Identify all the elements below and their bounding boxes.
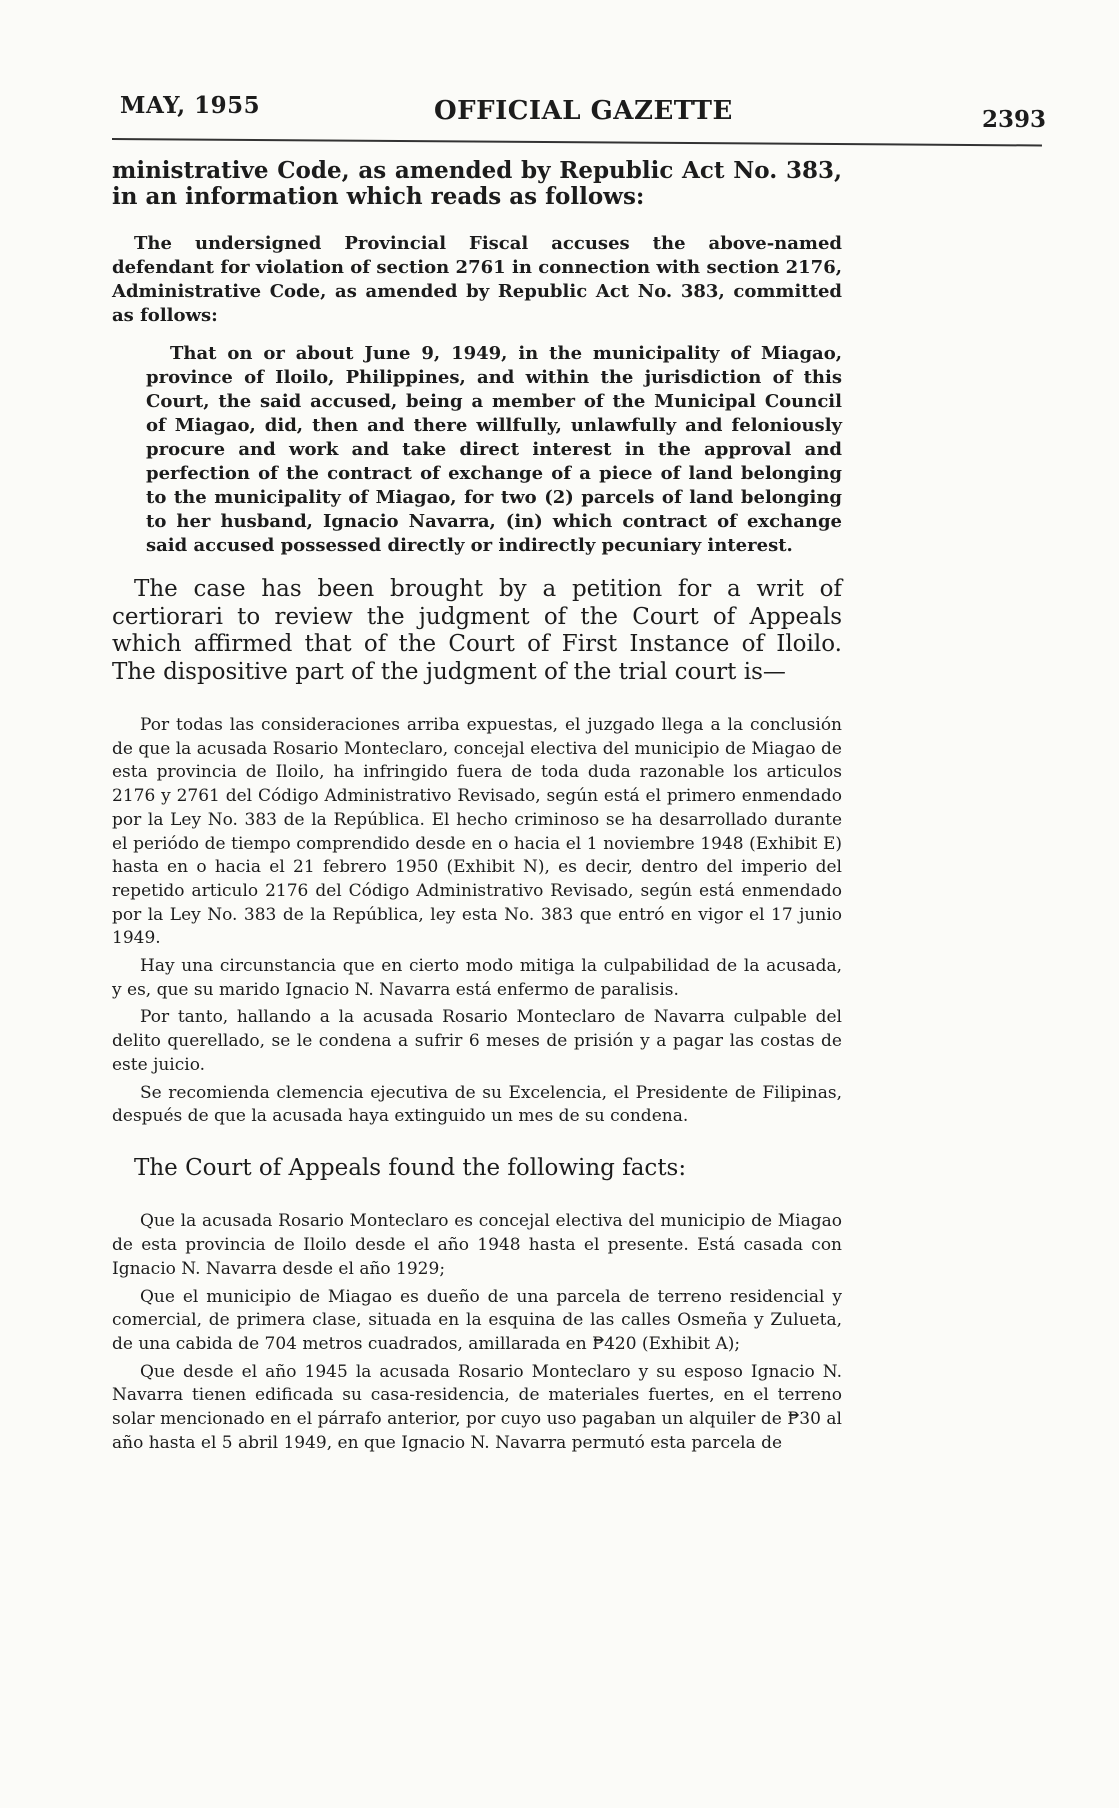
header-date: MAY, 1955	[120, 92, 261, 119]
header-rule	[112, 138, 1042, 146]
page-content	[112, 158, 842, 1455]
header-title: OFFICIAL GAZETTE	[434, 96, 733, 126]
information-accusation: The undersigned Provincial Fiscal accuses the above-named defendant for violation of section 2761 in connection with section 2176, Administrative Code, as amended by Republic Act No. 383, committed as follows:	[112, 233, 842, 326]
information-facts: That on or about June 9, 1949, in the municipality of Miagao, province of Iloilo, Philippines, and within the jurisdiction of this Court, the said accused, being a member of the Municipal Council of Miagao, did, then and there willfully, unlawfully and feloniously procure and work and take direct interest in the approval and perfection of the contract of exchange of a piece of land belonging to the municipality of Miagao, for two (2) parcels of land belonging to her husband, Ignacio Navarra, (in) which contract of exchange said accused possessed directly or indirectly pecuniary interest.	[146, 343, 842, 556]
appeals-fact-2: Que el municipio de Miagao es dueño de una parcela de terreno residencial y comercial, de primera clase, situada en la esquina de las calles Osmeña y Zulueta, de una cabida de 704 metros cuadrados, amillarada en ₱420 (Exhibit A);	[112, 1286, 842, 1354]
trial-court-judgment	[112, 714, 842, 1129]
judgment-paragraph-2: Hay una circunstancia que en cierto modo mitiga la culpabilidad de la acusada, y es, que su marido Ignacio N. Navarra está enfermo de paralisis.	[112, 956, 842, 1000]
intro-paragraph: ministrative Code, as amended by Republic Act No. 383, in an information which reads as follows:	[112, 157, 842, 210]
judgment-paragraph-4: Se recomienda clemencia ejecutiva de su Excelencia, el Presidente de Filipinas, después de que la acusada haya extinguido un mes de su condena.	[112, 1082, 842, 1127]
appeals-fact-3: Que desde el año 1945 la acusada Rosario Monteclaro y su esposo Ignacio N. Navarra tienen edificada su casa-residencia, de materiales fuertes, en el terreno solar mencionado en el párrafo anterior, por cuyo uso pagaban un alquiler de ₱30 al año hasta el 5 abril 1949, en que Ignacio N. Navarra permutó esta parcela de	[112, 1361, 842, 1453]
page-number: 2393	[982, 106, 1047, 133]
petition-paragraph: The case has been brought by a petition for a writ of certiorari to review the judgment of the Court of Appeals which affirmed that of the Court of First Instance of Iloilo. The dispositive part of the judgment of the trial court is—	[112, 576, 842, 685]
judgment-paragraph-1: Por todas las consideraciones arriba expuestas, el juzgado llega a la conclusión de que la acusada Rosario Monteclaro, concejal electiva del municipio de Miagao de esta provincia de Iloilo, ha infringido fuera de toda duda razonable los articulos 2176 y 2761 del Código Administrativo Revisado, según está el primero enmendado por la Ley No. 383 de la República. El hecho criminoso se ha desarrollado durante el periódo de tiempo comprendido desde en o hacia el 1 noviembre 1948 (Exhibit E) hasta en o hacia el 21 febrero 1950 (Exhibit N), es decir, dentro del imperio del repetido articulo 2176 del Código Administrativo Revisado, según está enmendado por la Ley No. 383 de la República, ley esta No. 383 que entró en vigor el 17 junio 1949.	[112, 715, 842, 949]
page-header	[112, 86, 1047, 146]
appeals-fact-1: Que la acusada Rosario Monteclaro es concejal electiva del municipio de Miagao de esta provincia de Iloilo desde el año 1948 hasta el presente. Está casada con Ignacio N. Navarra desde el año 1929;	[112, 1211, 842, 1279]
appeals-facts	[112, 1210, 842, 1455]
gazette-page	[112, 86, 1047, 1766]
section-spacer	[112, 1129, 842, 1155]
appeals-intro: The Court of Appeals found the following facts:	[134, 1154, 687, 1181]
judgment-paragraph-3: Por tanto, hallando a la acusada Rosario Monteclaro de Navarra culpable del delito querellado, se le condena a sufrir 6 meses de prisión y a pagar las costas de este juicio.	[112, 1007, 842, 1075]
